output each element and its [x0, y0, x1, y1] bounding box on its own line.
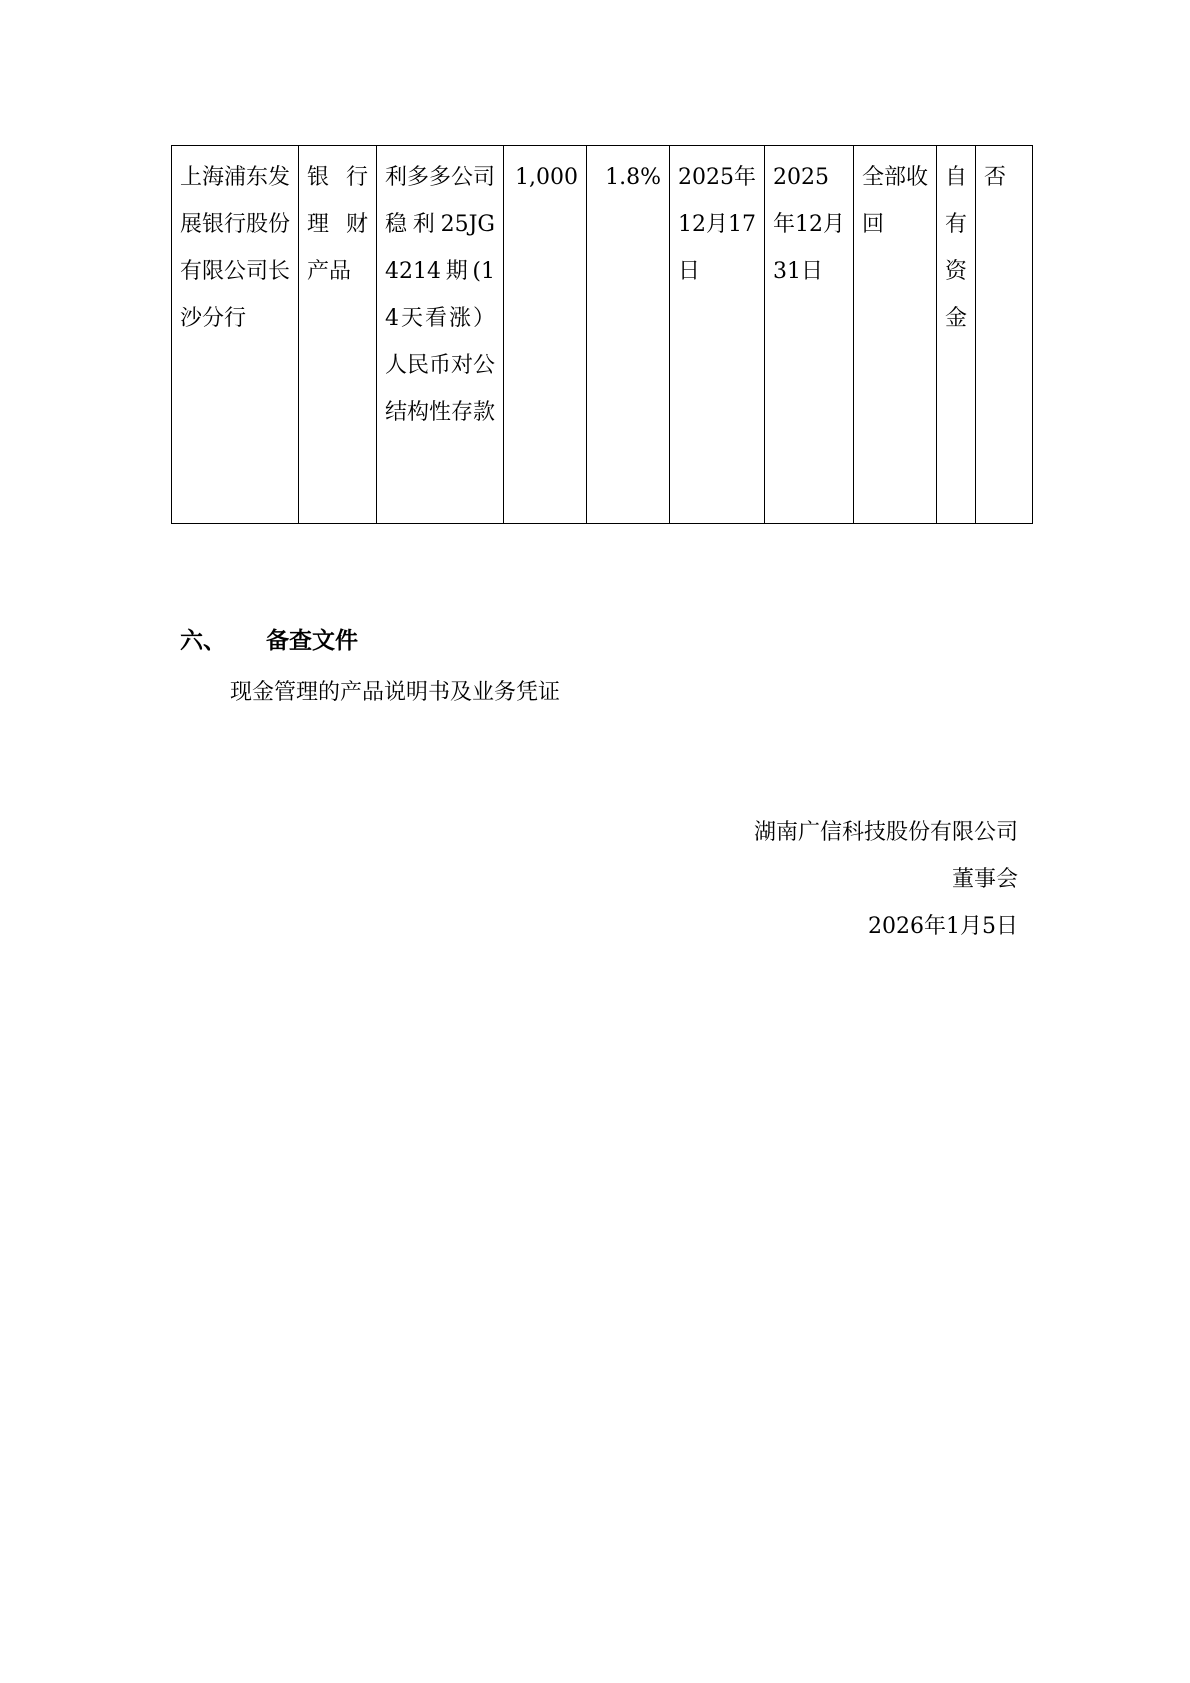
section-number: 六、 — [180, 628, 226, 654]
section-body: 现金管理的产品说明书及业务凭证 — [230, 680, 561, 705]
cell-fund-source: 自有资金 — [937, 146, 976, 524]
cell-recovery: 全部收回 — [854, 146, 937, 524]
board-name: 董事会 — [951, 867, 1018, 892]
cell-end-date: 2025年12月31日 — [765, 146, 854, 524]
cell-amount: 1,000 — [504, 146, 587, 524]
company-name: 湖南广信科技股份有限公司 — [753, 820, 1018, 845]
section-title: 备查文件 — [266, 628, 358, 654]
cell-product-type: 银行理财产品 — [299, 146, 377, 524]
cash-management-table — [171, 145, 1033, 524]
section-heading — [180, 622, 358, 655]
signature-date: 2026年1月5日 — [868, 914, 1018, 939]
cell-bank: 上海浦东发展银行股份有限公司长沙分行 — [172, 146, 299, 524]
cell-related: 否 — [976, 146, 1033, 524]
cell-start-date: 2025年12月17日 — [670, 146, 765, 524]
table-row — [172, 146, 1033, 524]
cell-product-name: 利多多公司稳利25JG4214期(14天看涨）人民币对公结构性存款 — [377, 146, 504, 524]
cell-rate: 1.8% — [587, 146, 670, 524]
